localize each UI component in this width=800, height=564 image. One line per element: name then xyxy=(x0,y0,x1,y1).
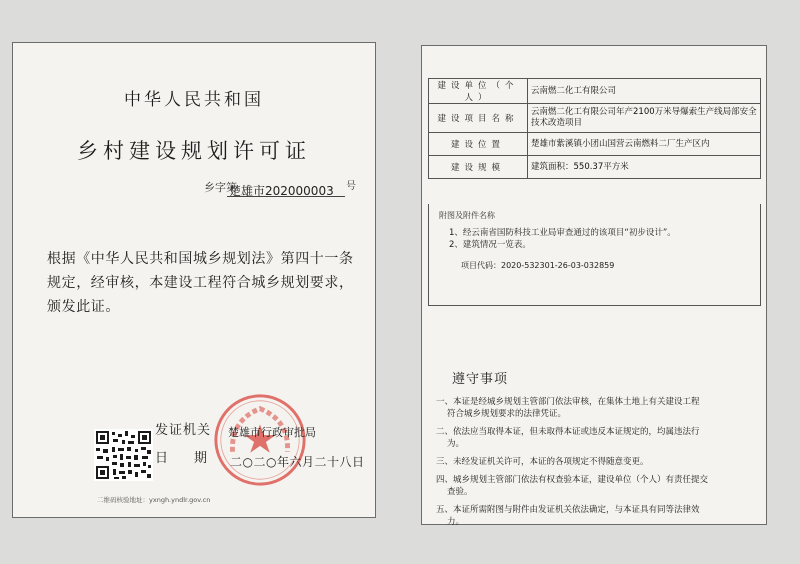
list-item xyxy=(436,426,754,450)
attachments-box xyxy=(428,204,761,306)
permit-front-page xyxy=(12,42,376,518)
rule-line: 五、本证所需附图与附件由发证机关依法确定，与本证具有同等法律效 xyxy=(436,505,700,515)
table-row xyxy=(429,156,761,179)
permit-detail-page xyxy=(421,45,767,525)
rule-line-continued: 查验。 xyxy=(447,487,473,497)
row-value: 云南燃二化工有限公司年产2100万米导爆索生产线局部安全技术改造项目 xyxy=(528,104,761,133)
country-heading: 中华人民共和国 xyxy=(124,90,264,110)
date-label: 日期 xyxy=(155,451,234,466)
rule-line: 四、城乡规划主管部门依法有权查验本证，建设单位（个人）有责任提交 xyxy=(436,475,709,485)
row-label: 建设单位（个人） xyxy=(429,79,528,104)
permit-statement: 根据《中华人民共和国城乡规划法》第四十一条规定，经审核，本建设工程符合城乡规划要求，颁发此证。 xyxy=(47,251,354,315)
row-value: 楚雄市紫溪镇小团山国营云南燃料二厂生产区内 xyxy=(528,133,761,156)
row-value: 云南燃二化工有限公司 xyxy=(528,79,761,104)
rule-line: 二、依法应当取得本证，但未取得本证或违反本证规定的，均属违法行 xyxy=(436,427,700,437)
permit-number-suffix: 号 xyxy=(346,181,356,192)
list-item xyxy=(436,504,754,528)
row-label: 建设位置 xyxy=(429,133,528,156)
table-row xyxy=(429,104,761,133)
qr-code-icon xyxy=(94,429,153,481)
official-seal-icon xyxy=(211,391,309,489)
list-item xyxy=(436,474,754,498)
attachment-item: 1、经云南省国防科技工业局审查通过的该项目“初步设计”。 xyxy=(449,228,676,238)
list-item xyxy=(436,456,754,468)
table-row xyxy=(429,79,761,104)
row-label: 建设项目名称 xyxy=(429,104,528,133)
project-info-table xyxy=(428,78,761,179)
attachments-title: 附图及附件名称 xyxy=(439,211,495,220)
list-item xyxy=(436,396,754,420)
rule-line-continued: 力。 xyxy=(447,517,465,527)
rule-line: 三、未经发证机关许可，本证的各项规定不得随意变更。 xyxy=(436,457,649,467)
permit-title: 乡村建设规划许可证 xyxy=(77,139,311,163)
row-label: 建设规模 xyxy=(429,156,528,179)
attachment-item: 2、建筑情况一览表。 xyxy=(449,240,531,250)
permit-number-prefix: 乡字第 xyxy=(204,181,237,194)
issuer-label: 发证机关 xyxy=(155,423,212,438)
rules-list xyxy=(436,396,754,534)
qr-verify-note: 二维码核验地址：yxngh.yndlr.gov.cn xyxy=(97,496,211,504)
rule-line: 一、本证是经城乡规划主管部门依法审核，在集体土地上有关建设工程 xyxy=(436,397,700,407)
issuer-name: 楚雄市行政审批局 xyxy=(228,426,316,439)
permit-number: 楚雄市202000003 xyxy=(229,184,334,198)
row-value: 建筑面积：550.37平方米 xyxy=(528,156,761,179)
table-row xyxy=(429,133,761,156)
rule-line-continued: 符合城乡规划要求的法律凭证。 xyxy=(447,409,567,419)
issue-date: 二○二○年六月二十八日 xyxy=(230,455,365,469)
rules-title: 遵守事项 xyxy=(452,372,509,387)
permit-number-underline xyxy=(227,196,345,197)
rule-line-continued: 为。 xyxy=(447,439,465,449)
project-code: 项目代码：2020-532301-26-03-032859 xyxy=(461,261,615,270)
